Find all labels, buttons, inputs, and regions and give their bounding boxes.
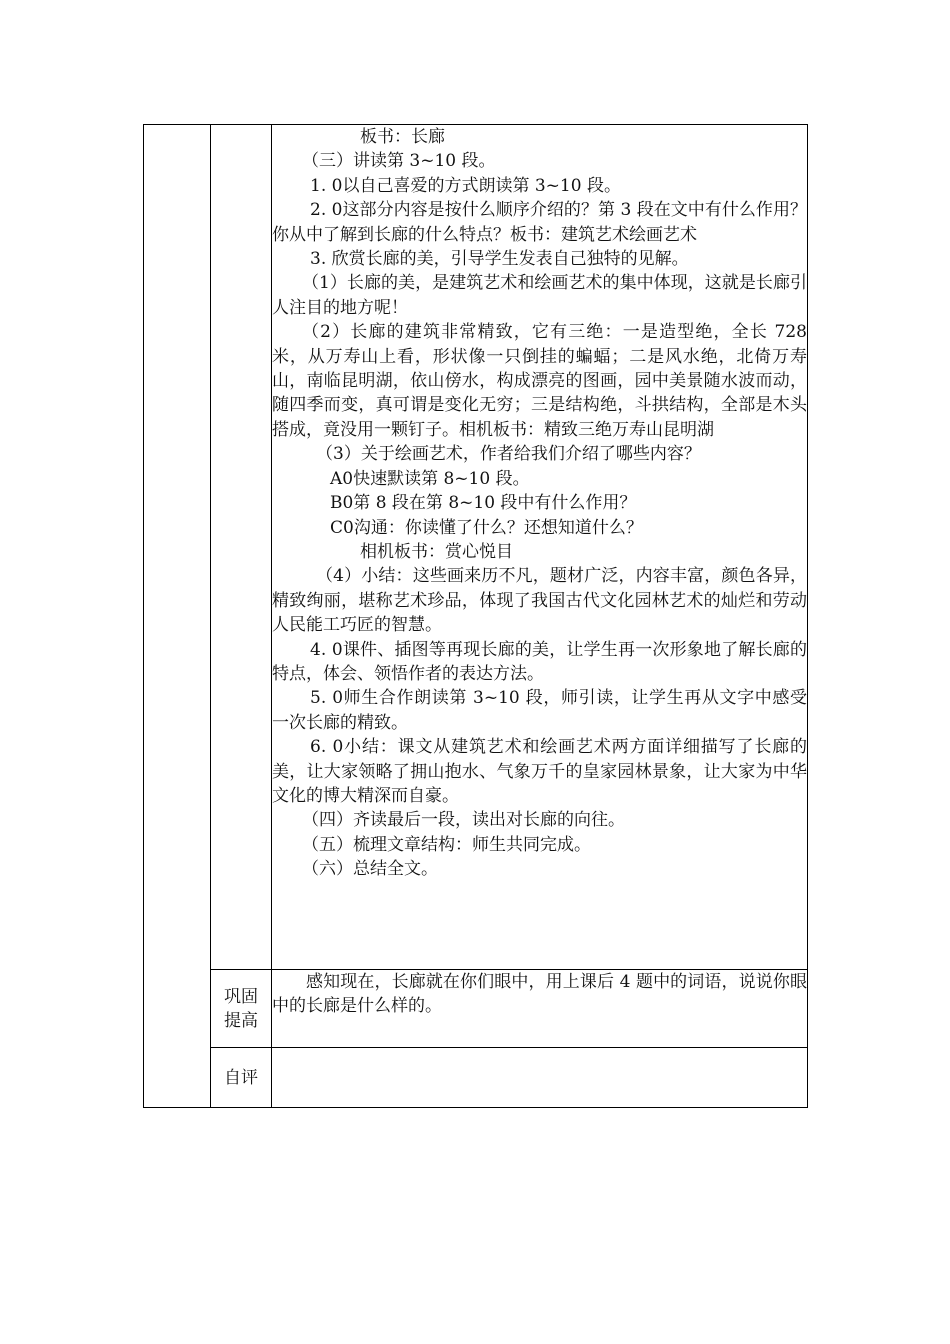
consolidate-label-line-1: 巩固 — [224, 986, 258, 1007]
teaching-content-lines — [272, 125, 807, 882]
content-paragraph: 4. 0课件、插图等再现长廊的美，让学生再一次形象地了解长廊的特点，体会、领悟作者的表达方法。 — [272, 639, 807, 684]
content-paragraph: （1）长廊的美，是建筑艺术和绘画艺术的集中体现，这就是长廊引人注目的地方呢！ — [272, 273, 807, 318]
content-line: 1. 0以自己喜爱的方式朗读第 3~10 段。 — [310, 175, 621, 196]
consolidate-row — [144, 970, 808, 1048]
content-paragraph: 6. 0小结：课文从建筑艺术和绘画艺术两方面详细描写了长廊的美，让大家领略了拥山抱水、气象万千的皇家园林景象，让大家为中华文化的博大精深而自豪。 — [272, 737, 807, 806]
content-line: A0快速默读第 8~10 段。 — [330, 468, 530, 489]
content-paragraph: （2）长廊的建筑非常精致，它有三绝：一是造型绝，全长 728 米，从万寿山上看，形状像一只倒挂的蝙蝠；二是风水绝，北倚万寿山，南临昆明湖，依山傍水，构成漂亮的图画，园中美景随水波而动，随四季而变，真可谓是变化无穷；三是结构绝，斗拱结构，全部是木头搭成，竟没用一颗钉子。相机板书：精致三绝万寿山昆明湖 — [272, 322, 807, 440]
content-line: （四）齐读最后一段，读出对长廊的向往。 — [302, 810, 625, 831]
consolidate-content-cell — [272, 970, 808, 1048]
teaching-process-row — [144, 125, 808, 970]
left-blank-cell — [144, 125, 211, 1108]
content-line: （3）关于绘画艺术，作者给我们介绍了哪些内容？ — [316, 444, 701, 465]
content-line: （六）总结全文。 — [302, 859, 438, 880]
content-line: 相机板书：赏心悦目 — [360, 541, 513, 562]
content-line: B0第 8 段在第 8~10 段中有什么作用？ — [330, 493, 637, 514]
self-evaluation-content-cell — [272, 1048, 808, 1108]
content-line: 板书：长廊 — [360, 127, 445, 147]
content-line: C0沟通：你读懂了什么？还想知道什么？ — [330, 517, 643, 538]
content-paragraph: 2. 0这部分内容是按什么顺序介绍的？第 3 段在文中有什么作用？你从中了解到长廊的什么特点？板书：建筑艺术绘画艺术 — [272, 200, 807, 245]
lesson-plan-table — [143, 124, 808, 1108]
self-evaluation-label-cell — [211, 1048, 272, 1108]
content-paragraph: （4）小结：这些画来历不凡，题材广泛，内容丰富，颜色各异，精致绚丽，堪称艺术珍品，体现了我国古代文化园林艺术的灿烂和劳动人民能工巧匠的智慧。 — [272, 566, 807, 636]
consolidate-text: 感知现在，长廊就在你们眼中，用上课后 4 题中的词语，说说你眼中的长廊是什么样的。 — [272, 972, 807, 1017]
section-label-blank-cell — [211, 125, 272, 970]
teaching-content-cell — [272, 125, 808, 970]
content-line: （三）讲读第 3~10 段。 — [302, 151, 496, 172]
content-line: （五）梳理文章结构：师生共同完成。 — [302, 834, 591, 855]
consolidate-label-line-2: 提高 — [224, 1010, 258, 1031]
self-evaluation-label: 自评 — [224, 1067, 258, 1088]
self-evaluation-row — [144, 1048, 808, 1108]
content-paragraph: 5. 0师生合作朗读第 3~10 段，师引读，让学生再从文字中感受一次长廊的精致。 — [272, 688, 807, 733]
consolidate-label-cell — [211, 970, 272, 1048]
content-line: 3. 欣赏长廊的美，引导学生发表自己独特的见解。 — [310, 249, 689, 270]
